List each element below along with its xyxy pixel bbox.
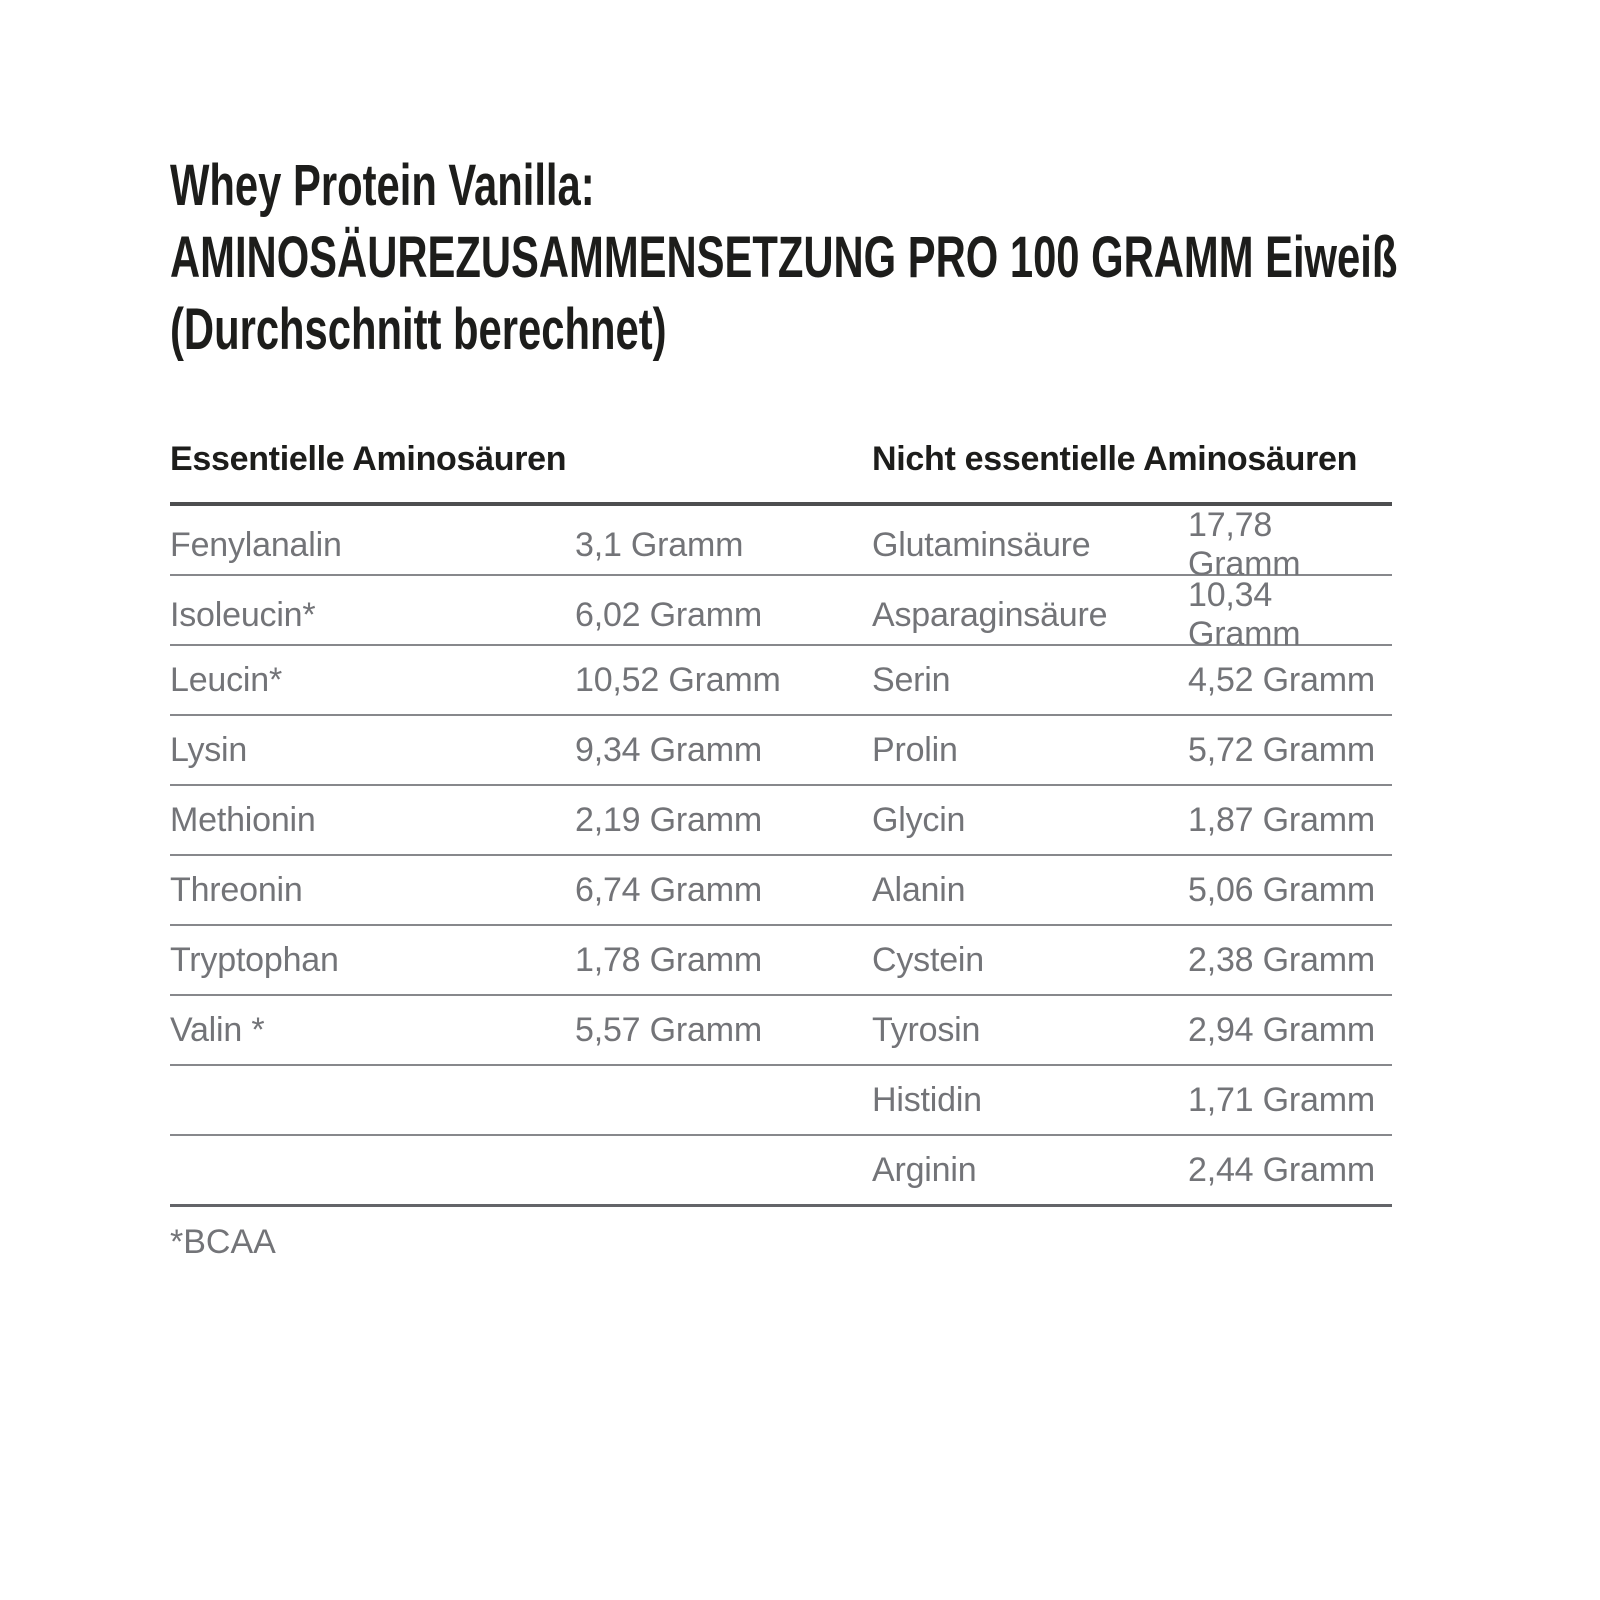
essential-amino-name: Valin *: [170, 1010, 265, 1049]
non-essential-amino-name: Tyrosin: [872, 1010, 981, 1049]
non-essential-amino-value: 5,72 Gramm: [1188, 730, 1375, 769]
table-row: [170, 576, 1392, 653]
non-essential-amino-name: Prolin: [872, 730, 958, 769]
non-essential-amino-name: Arginin: [872, 1150, 977, 1189]
table-row: [170, 786, 1392, 856]
table-row: [170, 1136, 1392, 1204]
essential-amino-value: 1,78 Gramm: [575, 940, 762, 979]
essential-amino-name: Threonin: [170, 870, 303, 909]
essential-amino-value: 6,74 Gramm: [575, 870, 762, 909]
essential-amino-name: Lysin: [170, 730, 248, 769]
essential-amino-value: 9,34 Gramm: [575, 730, 762, 769]
table-row: [170, 716, 1392, 786]
essential-amino-name: Isoleucin*: [170, 595, 316, 634]
title-line-average: (Durchschnitt berechnet): [170, 297, 667, 362]
non-essential-amino-name: Histidin: [872, 1080, 982, 1119]
amino-acid-table: [170, 440, 1392, 1207]
essential-amino-value: 2,19 Gramm: [575, 800, 762, 839]
non-essential-amino-value: 1,87 Gramm: [1188, 800, 1375, 839]
title-line-composition: AMINOSÄUREZUSAMMENSETZUNG PRO 100 GRAMM Eiweiß: [170, 225, 1398, 290]
content-column: [170, 0, 1398, 1262]
table-row: [170, 1066, 1392, 1136]
essential-amino-name: Leucin*: [170, 660, 283, 699]
non-essential-amino-value: 1,71 Gramm: [1188, 1080, 1375, 1119]
table-row: [170, 996, 1392, 1066]
bcaa-footnote: *BCAA: [170, 1223, 276, 1261]
table-row: [170, 646, 1392, 716]
essential-amino-value: 10,52 Gramm: [575, 660, 781, 699]
table-row: [170, 506, 1392, 583]
title-line-product: Whey Protein Vanilla:: [170, 153, 595, 218]
non-essential-amino-value: 2,44 Gramm: [1188, 1150, 1375, 1189]
essential-column-header: Essentielle Aminosäuren: [170, 440, 567, 478]
non-essential-amino-name: Glutaminsäure: [872, 525, 1091, 564]
essential-amino-name: Methionin: [170, 800, 316, 839]
essential-amino-value: 6,02 Gramm: [575, 595, 762, 634]
essential-amino-name: Tryptophan: [170, 940, 339, 979]
non-essential-amino-value: 4,52 Gramm: [1188, 660, 1375, 699]
non-essential-amino-name: Alanin: [872, 870, 966, 909]
non-essential-amino-name: Asparaginsäure: [872, 595, 1108, 634]
non-essential-amino-value: 2,94 Gramm: [1188, 1010, 1375, 1049]
non-essential-amino-name: Glycin: [872, 800, 966, 839]
essential-amino-value: 5,57 Gramm: [575, 1010, 762, 1049]
non-essential-amino-value: 17,78 Gramm: [1188, 506, 1301, 583]
non-essential-column-header: Nicht essentielle Aminosäuren: [872, 440, 1358, 478]
essential-amino-name: Fenylanalin: [170, 525, 342, 564]
non-essential-amino-value: 2,38 Gramm: [1188, 940, 1375, 979]
non-essential-amino-name: Serin: [872, 660, 951, 699]
essential-amino-value: 3,1 Gramm: [575, 525, 744, 564]
page-title: [170, 150, 1490, 366]
non-essential-amino-value: 5,06 Gramm: [1188, 870, 1375, 909]
non-essential-amino-value: 10,34 Gramm: [1188, 576, 1301, 653]
table-row: [170, 926, 1392, 996]
non-essential-amino-name: Cystein: [872, 940, 984, 979]
table-row: [170, 856, 1392, 926]
table-header-row: [170, 440, 1392, 506]
